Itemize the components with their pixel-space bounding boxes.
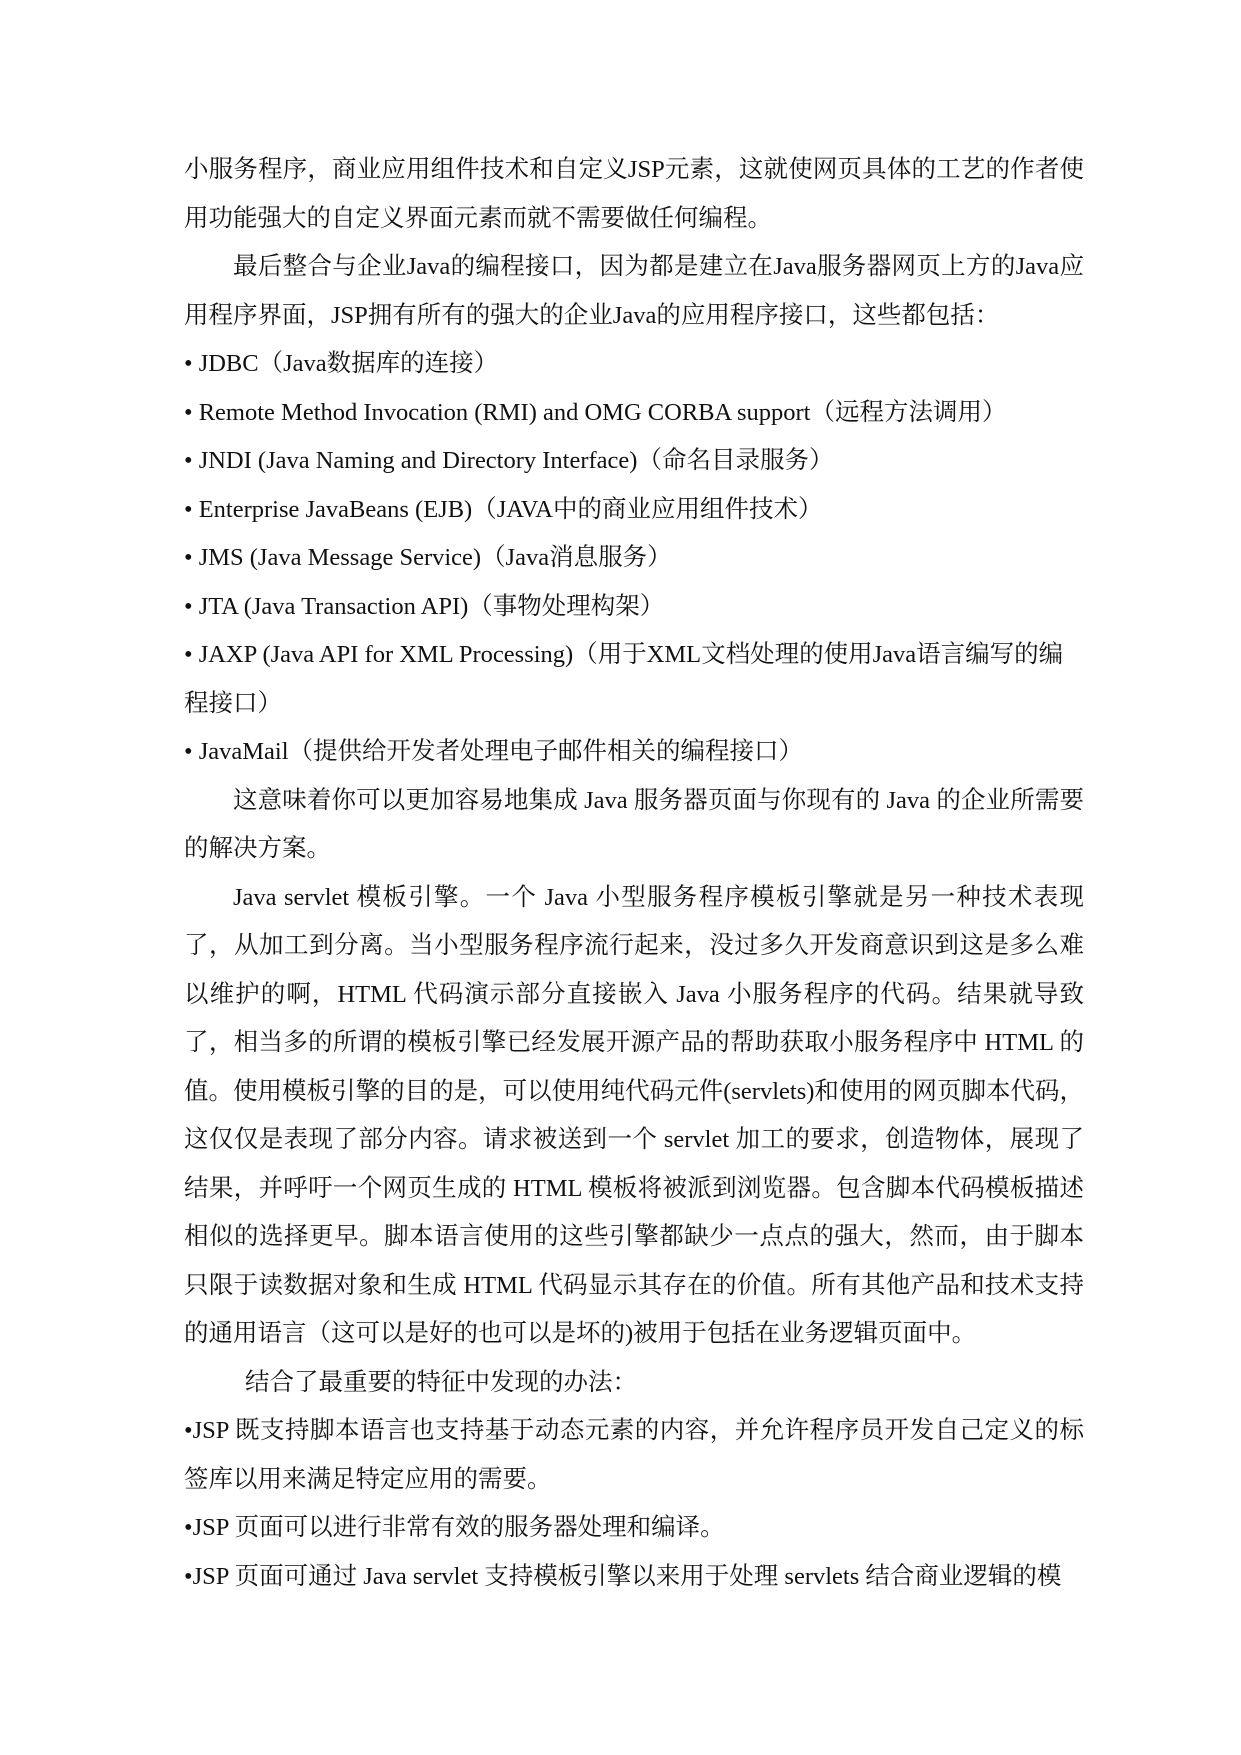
list-item-rmi: • Remote Method Invocation (RMI) and OMG CORBA support（远程方法调用） — [184, 398, 1007, 426]
list-item-jndi: • JNDI (Java Naming and Directory Interface)（命名目录服务） — [184, 447, 834, 474]
paragraph-features-heading: 结合了最重要的特征中发现的办法： — [245, 1368, 637, 1396]
list-item-ejb: • Enterprise JavaBeans (EJB)（JAVA中的商业应用组件技术） — [184, 495, 823, 523]
list-item-jdbc: • JDBC（Java数据库的连接） — [184, 350, 499, 377]
paragraph-template-engine: Java servlet 模板引擎。一个 Java 小型服务程序模板引擎就是另一种技术表现了，从加工到分离。当小型服务程序流行起来，没过多久开发商意识到这是多么难以维护的啊，HTML 代码演示部分直接嵌入 Java 小服务程序的代码。结果就导致了，相当多的所谓的模板引擎已经发展开源产品的帮助获取小服务程序中 HTML 的值。使用模板引擎的目的是，可以使用纯代码元件(servlets)和使用的网页脚本代码，这仅仅是表现了部分内容。请求被送到一个 servlet 加工的要求，创造物体，展现了结果，并呼吁一个网页生成的 HTML 模板将被派到浏览器。包含脚本代码模板描述相似的选择更早。脚本语言使用的这些引擎都缺少一点点的强大，然而，由于脚本只限于读数据对象和生成 HTML 代码显示其存在的价值。所有其他产品和技术支持的通用语言（这可以是好的也可以是坏的)被用于包括在业务逻辑页面中。 — [184, 883, 1084, 1347]
list-item-jms: • JMS (Java Message Service)（Java消息服务） — [184, 544, 672, 571]
paragraph-intro-continuation: 小服务程序，商业应用组件技术和自定义JSP元素，这就使网页具体的工艺的作者使用功能强大的自定义界面元素而就不需要做任何编程。 — [184, 156, 1084, 232]
paragraph-integration: 这意味着你可以更加容易地集成 Java 服务器页面与你现有的 Java 的企业所需要的解决方案。 — [184, 786, 1084, 862]
feature-item-scripting: •JSP 既支持脚本语言也支持基于动态元素的内容，并允许程序员开发自己定义的标签库以用来满足特定应用的需要。 — [184, 1417, 1084, 1493]
list-item-jta: • JTA (Java Transaction API)（事物处理构架） — [184, 592, 665, 620]
list-item-javamail: • JavaMail（提供给开发者处理电子邮件相关的编程接口） — [184, 738, 804, 765]
feature-item-compilation: •JSP 页面可以进行非常有效的服务器处理和编译。 — [184, 1514, 725, 1541]
paragraph-enterprise-java: 最后整合与企业Java的编程接口，因为都是建立在Java服务器网页上方的Java应用程序界面，JSP拥有所有的强大的企业Java的应用程序接口，这些都包括： — [184, 253, 1084, 329]
document-body — [184, 146, 1084, 1601]
feature-item-template-support: •JSP 页面可通过 Java servlet 支持模板引擎以来用于处理 servlets 结合商业逻辑的模 — [184, 1562, 1062, 1590]
list-item-jaxp: • JAXP (Java API for XML Processing)（用于XML文档处理的使用Java语言编写的编程接口） — [184, 641, 1064, 717]
